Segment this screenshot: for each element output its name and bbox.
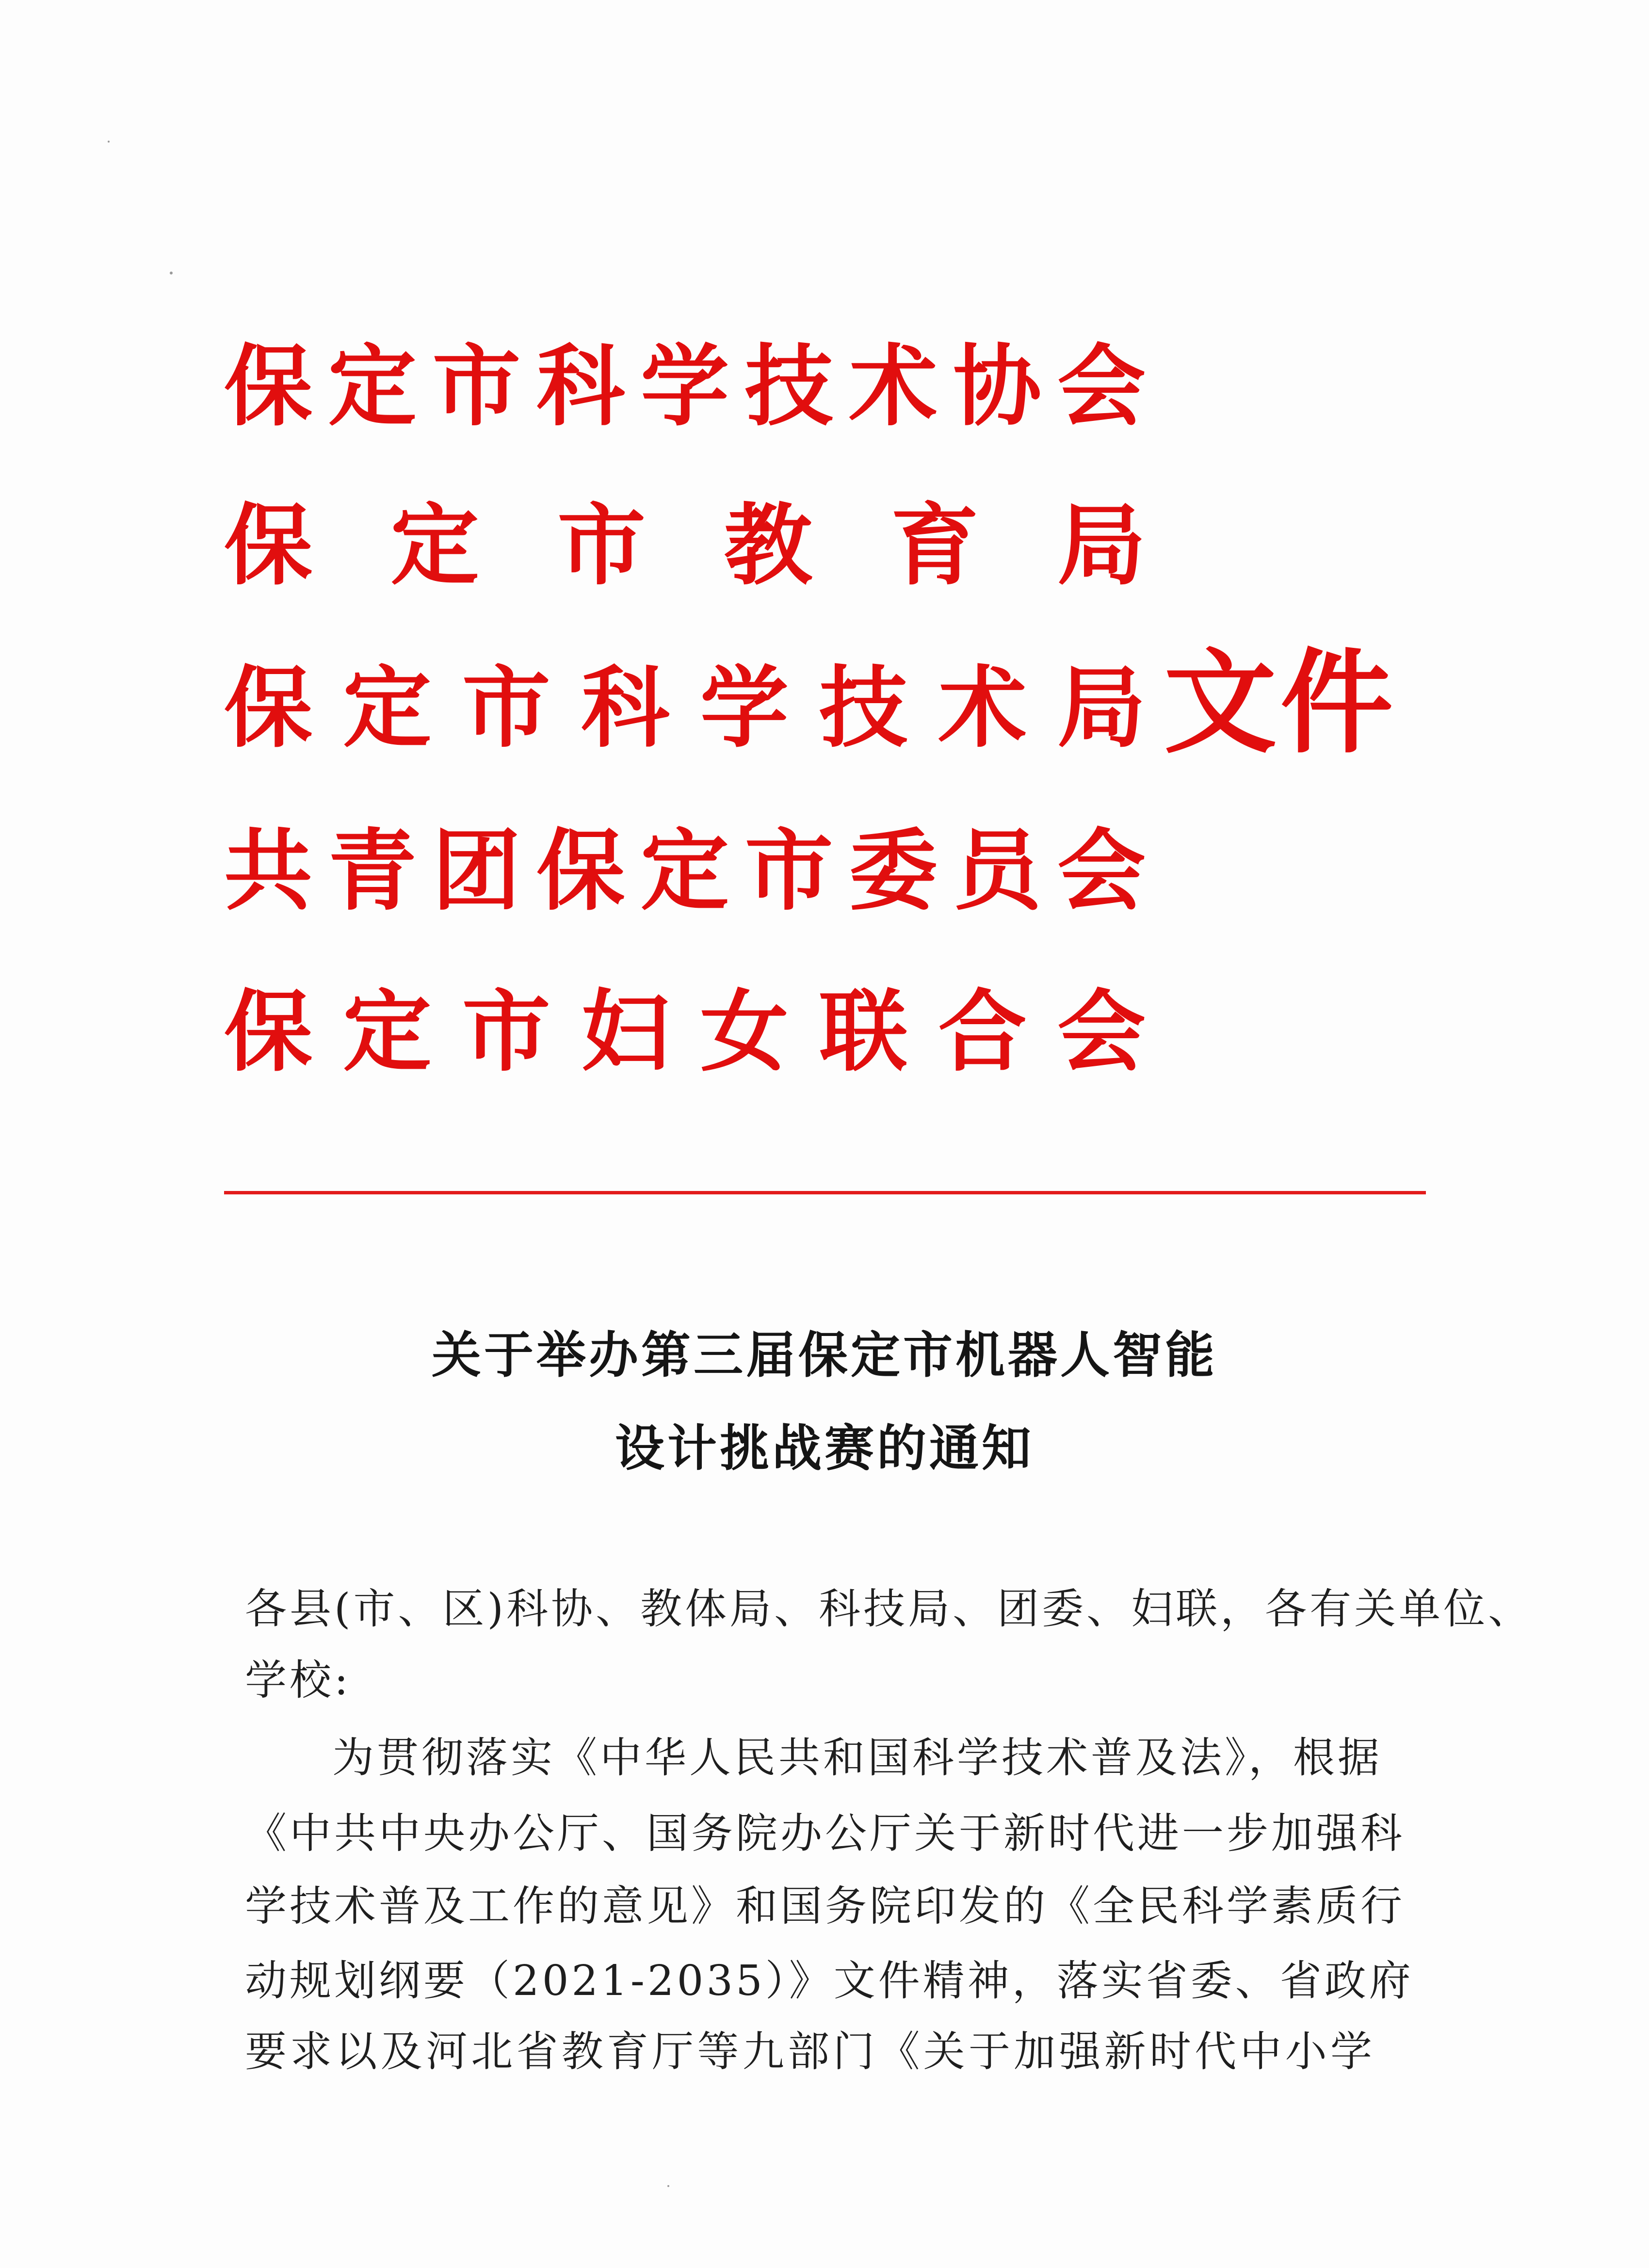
body-line-paragraph: 要求以及河北省教育厅等九部门《关于加强新时代中小学 xyxy=(245,2027,1375,2076)
body-line-paragraph: 学技术普及工作的意见》和国务院印发的《全民科学素质行 xyxy=(245,1882,1405,1930)
header-org-science-association: 保定市科学技术协会 xyxy=(224,335,1146,438)
header-org-education-bureau: 保 定 市 教 育 局 xyxy=(224,494,1146,597)
body-line-recipients: 各县(市、区)科协、教体局、科技局、团委、妇联，各有关单位、 xyxy=(245,1585,1533,1633)
body-line-paragraph: 《中共中央办公厅、国务院办公厅关于新时代进一步加强科 xyxy=(245,1809,1405,1858)
document-type-label: 文件 xyxy=(1164,638,1397,769)
body-line-paragraph: 动规划纲要（2021-2035）》文件精神，落实省委、省政府 xyxy=(245,1957,1414,2005)
body-line-paragraph-start: 为贯彻落实《中华人民共和国科学技术普及法》，根据 xyxy=(332,1734,1382,1782)
notice-title-line-1: 关于举办第三届保定市机器人智能 xyxy=(432,1326,1217,1384)
scan-speck xyxy=(667,2185,669,2187)
header-divider xyxy=(224,1191,1426,1194)
scan-speck xyxy=(170,272,173,274)
notice-title-line-2: 设计挑战赛的通知 xyxy=(615,1419,1034,1478)
header-org-youth-league: 共青团保定市委员会 xyxy=(224,820,1146,922)
scan-speck xyxy=(108,141,110,143)
header-org-womens-federation: 保定市妇女联合会 xyxy=(224,981,1146,1083)
body-line-recipients-cont: 学校: xyxy=(245,1656,351,1705)
header-org-science-technology-bureau: 保定市科学技术局 xyxy=(224,657,1146,759)
